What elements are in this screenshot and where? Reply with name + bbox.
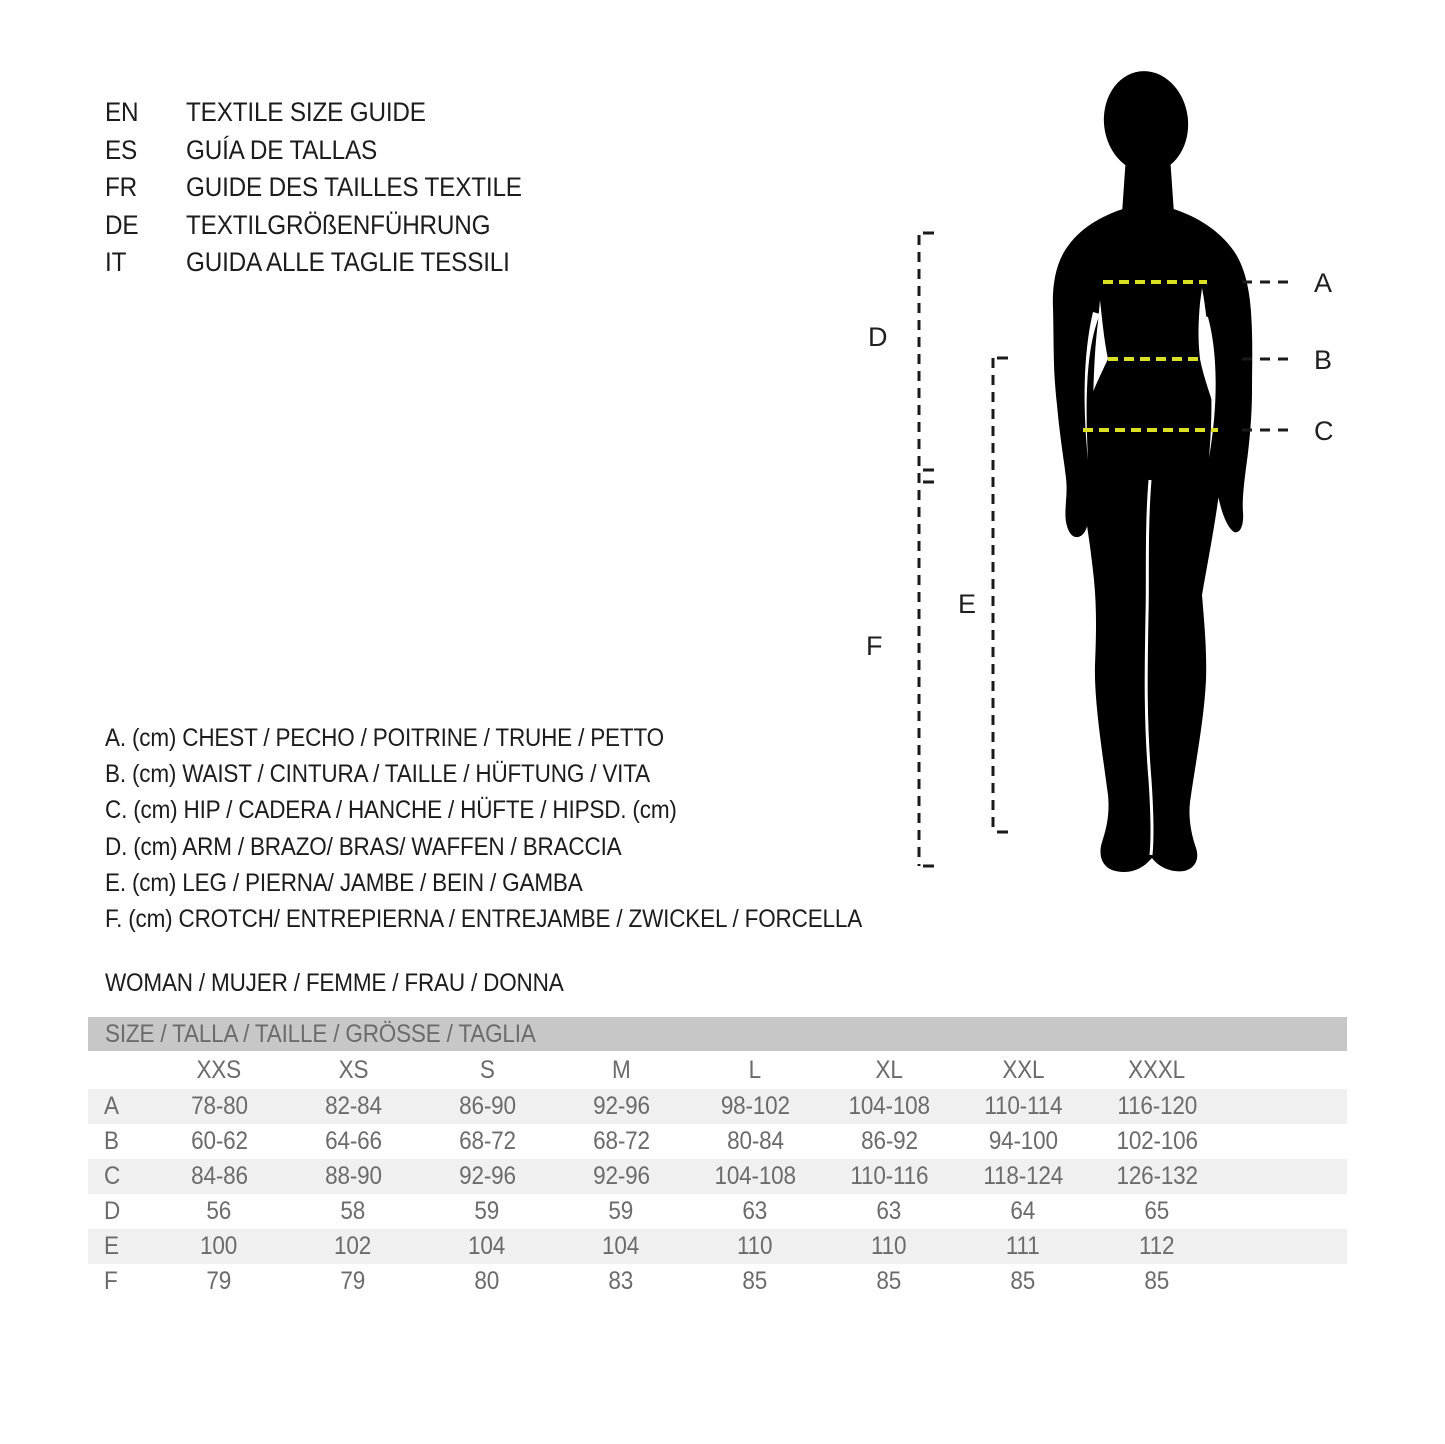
table-row bbox=[88, 1194, 1347, 1229]
measurement-legend-line: E. (cm) LEG / PIERNA/ JAMBE / BEIN / GAMBA bbox=[105, 868, 583, 897]
table-cell: 79 bbox=[206, 1267, 232, 1295]
table-cell: 118-124 bbox=[983, 1162, 1063, 1190]
language-code: EN bbox=[105, 97, 139, 128]
table-cell: 110 bbox=[871, 1232, 907, 1260]
size-column-header: XL bbox=[875, 1055, 903, 1084]
language-row bbox=[105, 207, 559, 245]
measurement-legend-line: D. (cm) ARM / BRAZO/ BRAS/ WAFFEN / BRACCIA bbox=[105, 832, 622, 861]
table-cell: 68-72 bbox=[458, 1127, 516, 1155]
size-column-header: M bbox=[611, 1055, 631, 1084]
table-cell: 85 bbox=[1010, 1267, 1036, 1295]
table-cell: 92-96 bbox=[458, 1162, 516, 1190]
size-column-header: XS bbox=[338, 1055, 368, 1084]
measurement-legend bbox=[105, 720, 946, 938]
table-row bbox=[88, 1124, 1347, 1159]
language-title: GUIDA ALLE TAGLIE TESSILI bbox=[186, 247, 510, 278]
table-cell: 104 bbox=[468, 1232, 506, 1260]
table-cell: 98-102 bbox=[720, 1092, 790, 1120]
table-cell: 85 bbox=[876, 1267, 902, 1295]
language-title: TEXTILE SIZE GUIDE bbox=[186, 97, 426, 128]
table-cell: 104 bbox=[602, 1232, 640, 1260]
section-title: WOMAN / MUJER / FEMME / FRAU / DONNA bbox=[105, 969, 564, 997]
language-code: DE bbox=[105, 209, 139, 240]
table-cell: 82-84 bbox=[324, 1092, 382, 1120]
table-cell: 104-108 bbox=[714, 1162, 796, 1190]
language-row bbox=[105, 244, 559, 282]
measure-label-e: E bbox=[958, 589, 977, 619]
table-cell: 64 bbox=[1010, 1197, 1036, 1225]
size-column-header: S bbox=[479, 1055, 495, 1084]
table-cell: 100 bbox=[200, 1232, 238, 1260]
table-cell: 79 bbox=[340, 1267, 366, 1295]
measurement-figure bbox=[840, 60, 1360, 900]
language-title: TEXTILGRÖßENFÜHRUNG bbox=[186, 209, 491, 240]
table-cell: 94-100 bbox=[988, 1127, 1058, 1155]
table-cell: 116-120 bbox=[1117, 1092, 1197, 1120]
vertical-measures bbox=[919, 233, 1008, 866]
language-row bbox=[105, 132, 559, 170]
table-cell: 80 bbox=[474, 1267, 500, 1295]
size-column-header: L bbox=[748, 1055, 762, 1084]
body bbox=[1053, 208, 1252, 872]
table-cell: 83 bbox=[608, 1267, 634, 1295]
measure-label-d: D bbox=[868, 322, 888, 352]
table-row bbox=[88, 1229, 1347, 1264]
table-cell: 111 bbox=[1006, 1232, 1040, 1260]
table-row bbox=[88, 1159, 1347, 1194]
woman-figure-svg bbox=[840, 60, 1360, 900]
language-code: IT bbox=[105, 247, 127, 278]
table-cell: 110 bbox=[737, 1232, 773, 1260]
table-cell: 86-90 bbox=[458, 1092, 516, 1120]
measurement-legend-line: B. (cm) WAIST / CINTURA / TAILLE / HÜFTUNG / VITA bbox=[105, 759, 650, 788]
table-cell: 110-116 bbox=[850, 1162, 928, 1190]
measure-label-b: B bbox=[1314, 345, 1333, 375]
table-cell: 86-92 bbox=[860, 1127, 918, 1155]
row-label: D bbox=[104, 1197, 121, 1225]
language-row bbox=[105, 94, 559, 132]
size-columns-row bbox=[88, 1051, 1347, 1089]
table-cell: 84-86 bbox=[190, 1162, 248, 1190]
language-row bbox=[105, 169, 559, 207]
language-title: GUIDE DES TAILLES TEXTILE bbox=[186, 172, 522, 203]
size-column-header: XXS bbox=[196, 1055, 242, 1084]
table-cell: 60-62 bbox=[190, 1127, 248, 1155]
table-row bbox=[88, 1089, 1347, 1124]
measurement-legend-line: A. (cm) CHEST / PECHO / POITRINE / TRUHE / PETTO bbox=[105, 723, 664, 752]
row-label: F bbox=[104, 1267, 118, 1295]
table-cell: 85 bbox=[742, 1267, 768, 1295]
row-label: E bbox=[104, 1232, 119, 1260]
table-row bbox=[88, 1264, 1347, 1299]
table-cell: 104-108 bbox=[848, 1092, 930, 1120]
language-code: FR bbox=[105, 172, 138, 203]
table-cell: 78-80 bbox=[190, 1092, 248, 1120]
language-code: ES bbox=[105, 134, 138, 165]
table-cell: 85 bbox=[1144, 1267, 1170, 1295]
table-cell: 92-96 bbox=[592, 1162, 650, 1190]
table-cell: 68-72 bbox=[592, 1127, 650, 1155]
row-label: A bbox=[104, 1092, 119, 1120]
table-cell: 59 bbox=[608, 1197, 634, 1225]
size-table bbox=[88, 1017, 1347, 1299]
table-cell: 126-132 bbox=[1116, 1162, 1198, 1190]
table-cell: 102-106 bbox=[1116, 1127, 1198, 1155]
measure-label-a: A bbox=[1314, 268, 1333, 298]
table-cell: 59 bbox=[474, 1197, 500, 1225]
row-label: C bbox=[104, 1162, 121, 1190]
table-cell: 63 bbox=[742, 1197, 768, 1225]
size-table-header: SIZE / TALLA / TAILLE / GRÖSSE / TAGLIA bbox=[88, 1017, 1347, 1051]
table-cell: 65 bbox=[1144, 1197, 1170, 1225]
measure-label-f: F bbox=[866, 631, 883, 661]
woman-silhouette bbox=[1053, 66, 1252, 872]
table-cell: 64-66 bbox=[324, 1127, 382, 1155]
row-label: B bbox=[104, 1127, 119, 1155]
table-cell: 102 bbox=[334, 1232, 372, 1260]
table-cell: 58 bbox=[340, 1197, 366, 1225]
table-cell: 56 bbox=[206, 1197, 232, 1225]
measure-label-c: C bbox=[1314, 416, 1334, 446]
table-cell: 80-84 bbox=[726, 1127, 784, 1155]
language-guide bbox=[105, 94, 559, 282]
table-cell: 110-114 bbox=[984, 1092, 1062, 1120]
table-cell: 112 bbox=[1139, 1232, 1175, 1260]
measurement-legend-line: F. (cm) CROTCH/ ENTREPIERNA / ENTREJAMBE / ZWICKEL / FORCELLA bbox=[105, 905, 863, 934]
table-cell: 88-90 bbox=[324, 1162, 382, 1190]
language-title: GUÍA DE TALLAS bbox=[186, 134, 378, 165]
measurement-legend-line: C. (cm) HIP / CADERA / HANCHE / HÜFTE / HIPSD. (cm) bbox=[105, 796, 677, 825]
table-cell: 63 bbox=[876, 1197, 902, 1225]
size-column-header: XXL bbox=[1002, 1055, 1044, 1084]
table-cell: 92-96 bbox=[592, 1092, 650, 1120]
size-column-header: XXXL bbox=[1128, 1055, 1186, 1084]
